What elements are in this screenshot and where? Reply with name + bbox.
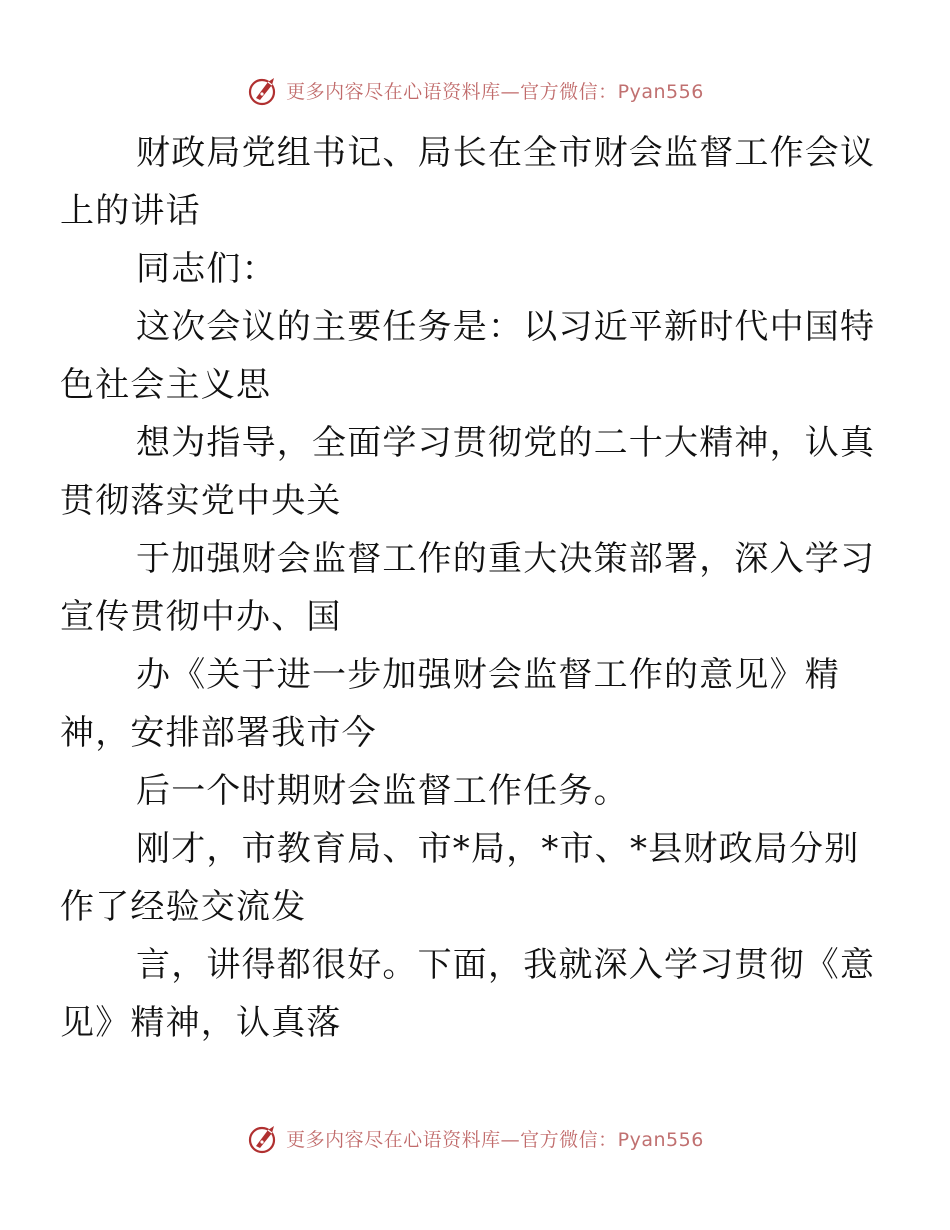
text-line: 贯彻落实党中央关 [60,481,342,521]
text-line: 想为指导，全面学习贯彻党的二十大精神，认真 [136,423,876,463]
text-line: 神，安排部署我市今 [60,713,377,753]
document-body [60,124,876,1052]
paragraph [98,240,868,298]
text-line: 后一个时期财会监督工作任务。 [136,771,629,811]
text-line: 于加强财会监督工作的重大决策部署，深入学习 [136,539,876,579]
text-line: 刚才，市教育局、市*局，*市、*县财政局分别 [136,829,860,869]
paragraph [60,820,868,936]
pen-nib-circle-icon [246,72,282,108]
text-line: 上的讲话 [60,191,201,231]
header-watermark [0,70,950,110]
paragraph [60,530,876,646]
wechat-id: Pyan556 [617,80,704,103]
text-line: 财政局党组书记、局长在全市财会监督工作会议 [136,133,876,173]
paragraph [60,936,876,1052]
paragraph [60,124,876,240]
text-line: 这次会议的主要任务是：以习近平新时代中国特 [136,307,876,347]
paragraph [60,414,876,530]
text-line: 办《关于进一步加强财会监督工作的意见》精 [136,655,840,695]
text-line: 见》精神，认真落 [60,1003,342,1043]
text-line: 色社会主义思 [60,365,272,405]
paragraph [60,298,876,414]
text-line: 言，讲得都很好。下面，我就深入学习贯彻《意 [136,945,876,985]
wechat-id: Pyan556 [617,1128,704,1151]
text-line: 作了经验交流发 [60,887,307,927]
watermark-text: 更多内容尽在心语资料库—官方微信：Pyan556 [286,80,704,103]
paragraph [98,762,868,820]
paragraph [60,646,868,762]
text-line: 宣传贯彻中办、国 [60,597,342,637]
footer-watermark [0,1118,950,1158]
pen-nib-circle-icon [246,1120,282,1156]
watermark-text: 更多内容尽在心语资料库—官方微信：Pyan556 [286,1128,704,1151]
text-line: 同志们： [136,249,277,289]
